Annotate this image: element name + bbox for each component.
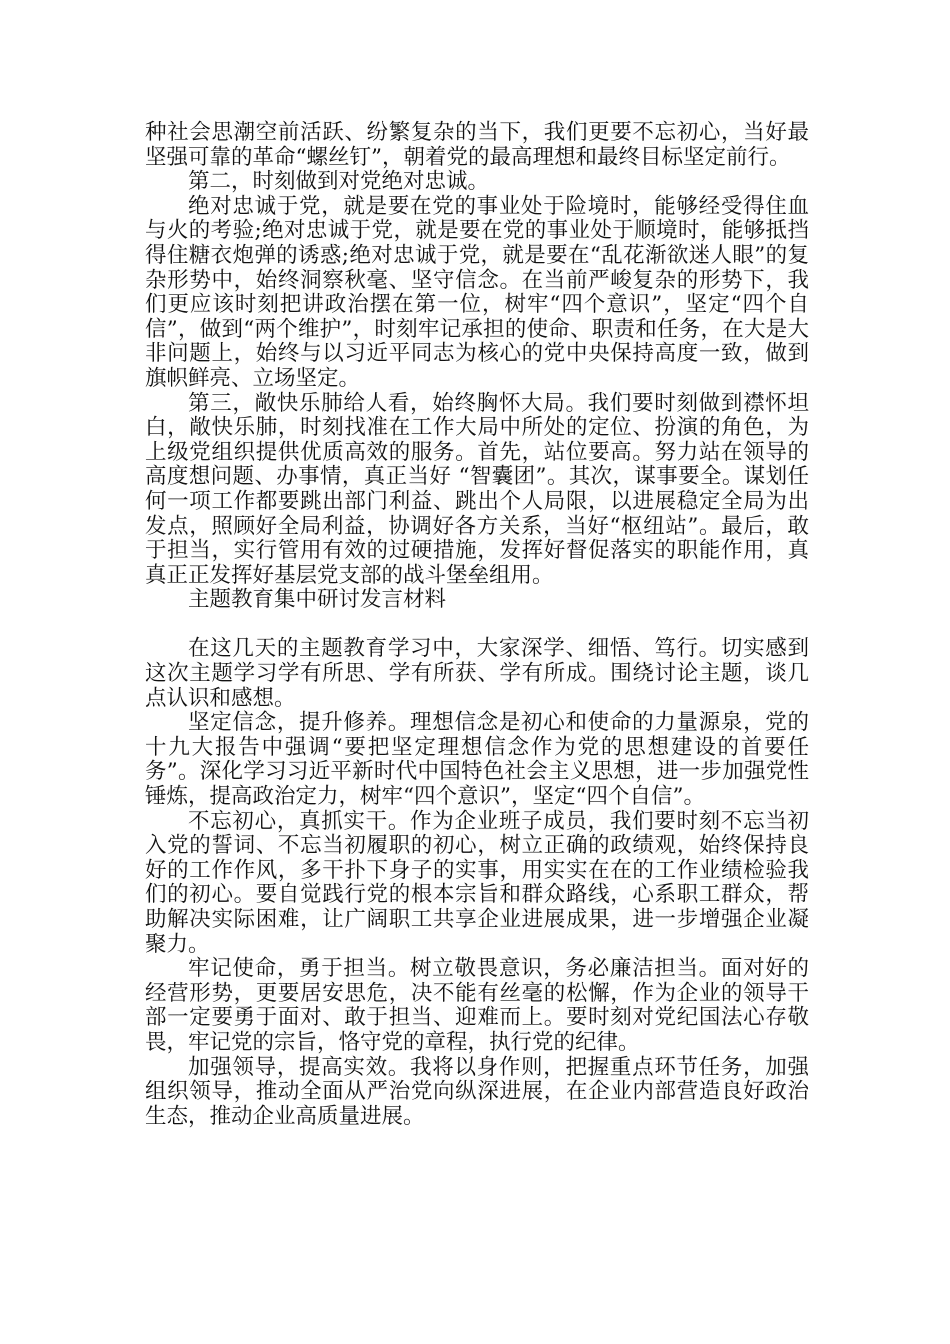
- paragraph-belief: 坚定信念，提升修养。理想信念是初心和使命的力量源泉，党的十九大报告中强调“要把坚定理想信念作为党的思想建设的首要任务”。深化学习习近平新时代中国特色社会主义思想，进一步加强党性锤炼，提高政治定力，树牢“四个意识”，坚定“四个自信”。: [145, 710, 809, 810]
- document-title: 主题教育集中研讨发言材料: [188, 587, 447, 613]
- paragraph-continuation: 种社会思潮空前活跃、纷繁复杂的当下，我们更要不忘初心，当好最坚强可靠的革命“螺丝钉”，朝着党的最高理想和最终目标坚定前行。: [145, 120, 809, 170]
- section-heading-second: 第二，时刻做到对党绝对忠诚。: [188, 169, 490, 195]
- paragraph-loyalty: 绝对忠诚于党，就是要在党的事业处于险境时，能够经受得住血与火的考验;绝对忠诚于党，就是要在党的事业处于顺境时，能够抵挡得住糖衣炮弹的诱惑;绝对忠诚于党，就是要在“乱花渐欲迷人眼”的复杂形势中，始终洞察秋毫、坚守信念。在当前严峻复杂的形势下，我们更应该时刻把讲政治摆在第一位，树牢“四个意识”，坚定“四个自信”，做到“两个维护”，时刻牢记承担的使命、职责和任务，在大是大非问题上，始终与以习近平同志为核心的党中央保持高度一致，做到旗帜鲜亮、立场坚定。: [145, 193, 809, 391]
- paragraph-mission: 牢记使命，勇于担当。树立敬畏意识，务必廉洁担当。面对好的经营形势，更要居安思危，决不能有丝毫的松懈，作为企业的领导干部一定要勇于面对、敢于担当、迎难而上。要时刻对党纪国法心存敬畏，牢记党的宗旨，恪守党的章程，执行党的纪律。: [145, 956, 809, 1055]
- blank-line: [145, 613, 809, 638]
- paragraph-third: 第三，敞快乐肺给人看，始终胸怀大局。我们要时刻做到襟怀坦白，敞快乐肺，时刻找准在工作大局中所处的定位、扮演的角色，为上级党组织提供优质高效的服务。首先，站位要高。努力站在领导的高度想问题、办事情，真正当好 “智囊团”。其次，谋事要全。谋划任何一项工作都要跳出部门利益、跳出个人局限，以进展稳定全局为出发点，照顾好全局利益，协调好各方关系，当好“枢纽站”。最后，敢于担当，实行管用有效的过硬措施，发挥好督促落实的职能作用，真真正正发挥好基层党支部的战斗堡垒组用。: [145, 390, 809, 588]
- paragraph-leadership: 加强领导，提高实效。我将以身作则，把握重点环节任务，加强组织领导，推动全面从严治党向纵深进展，在企业内部营造良好政治生态，推动企业高质量进展。: [145, 1054, 809, 1129]
- document-body: [145, 121, 809, 1129]
- paragraph-intro: 在这几天的主题教育学习中，大家深学、细悟、笃行。切实感到这次主题学习学有所思、学有所获、学有所成。围绕讨论主题，谈几点认识和感想。: [145, 636, 809, 711]
- paragraph-original-aspiration: 不忘初心，真抓实干。作为企业班子成员，我们要时刻不忘当初入党的誓词、不忘当初履职的初心，树立正确的政绩观，始终保持良好的工作作风，多干扑下身子的实事，用实实在在的工作业绩检验我们的初心。要自觉践行党的根本宗旨和群众路线，心系职工群众，帮助解决实际困难，让广阔职工共享企业进展成果，进一步增强企业凝聚力。: [145, 808, 809, 957]
